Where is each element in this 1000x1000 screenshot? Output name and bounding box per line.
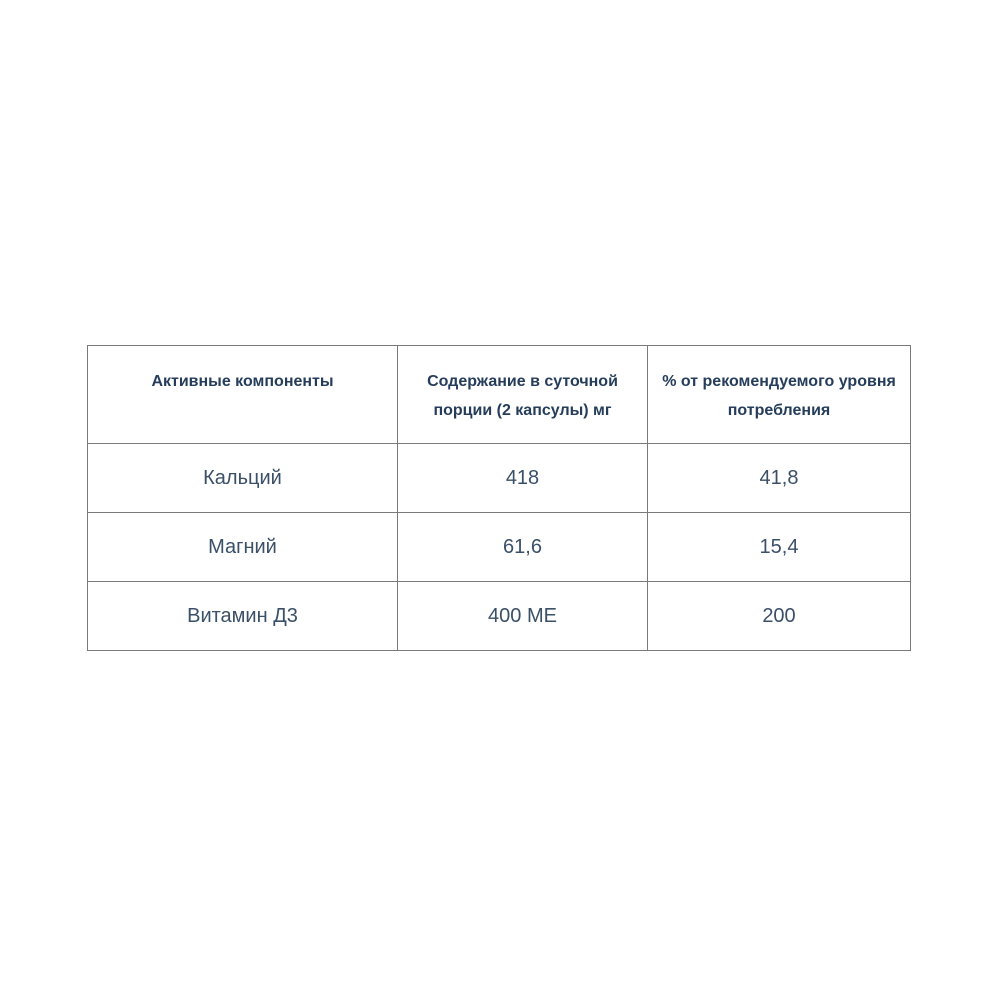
recommended-percent-cell: 15,4 xyxy=(648,513,911,582)
recommended-percent-cell: 200 xyxy=(648,582,911,651)
table-row xyxy=(88,513,911,582)
recommended-percent-cell: 41,8 xyxy=(648,444,911,513)
header-recommended-percent: % от рекомендуемого уровня потребления xyxy=(648,346,911,444)
component-name-cell: Магний xyxy=(88,513,398,582)
header-active-components: Активные компоненты xyxy=(88,346,398,444)
component-name-cell: Кальций xyxy=(88,444,398,513)
table-row xyxy=(88,582,911,651)
table-header-row xyxy=(88,346,911,444)
nutrients-table xyxy=(87,345,911,651)
daily-content-cell: 400 МЕ xyxy=(398,582,648,651)
table-row xyxy=(88,444,911,513)
header-daily-content: Содержание в суточной порции (2 капсулы) мг xyxy=(398,346,648,444)
daily-content-cell: 418 xyxy=(398,444,648,513)
component-name-cell: Витамин Д3 xyxy=(88,582,398,651)
daily-content-cell: 61,6 xyxy=(398,513,648,582)
